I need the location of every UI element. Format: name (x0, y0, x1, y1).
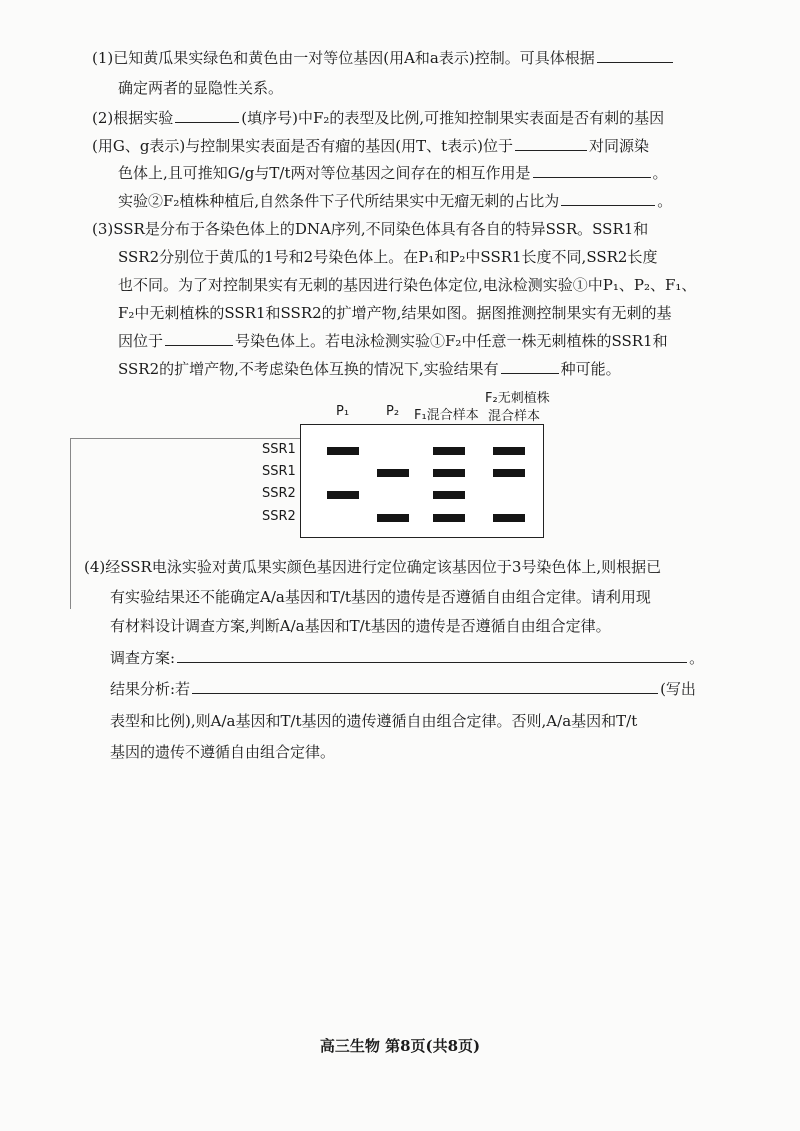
q4-line2: 有实验结果还不能确定A/a基因和T/t基因的遗传是否遵循自由组合定律。请利用现 (110, 588, 651, 606)
q4-result-line (110, 677, 696, 701)
gel-row-label-1: SSR1 (262, 442, 296, 457)
q3-text-6a: SSR2的扩增产物,不考虑染色体互换的情况下,实验结果有 (118, 360, 499, 378)
gel-row-label-3: SSR2 (262, 486, 296, 501)
q1-text-1: (1)已知黄瓜果实绿色和黄色由一对等位基因(用A和a表示)控制。可具体根据 (92, 49, 595, 67)
gel-col-f1-label: F₁混合样本 (414, 408, 479, 423)
gel-band (327, 447, 359, 455)
q2-blank-1[interactable] (175, 106, 239, 123)
q3-text-5b: 号染色体上。若电泳检测实验①F₂中任意一株无刺植株的SSR1和 (235, 332, 668, 350)
gel-band (327, 491, 359, 499)
q4-line1: (4)经SSR电泳实验对黄瓜果实颜色基因进行定位确定该基因位于3号染色体上,则根据已 (84, 558, 662, 576)
q2-text-2b: 对同源染 (589, 137, 650, 155)
gel-row-label-2: SSR1 (262, 464, 296, 479)
q4-plan-line (110, 646, 704, 670)
q3-line5 (118, 329, 668, 353)
q2-text-1a: (2)根据实验 (92, 109, 174, 127)
q2-blank-3[interactable] (533, 161, 651, 178)
q1-line1 (92, 46, 675, 70)
q1-blank[interactable] (597, 46, 673, 63)
q3-line6 (118, 357, 621, 381)
gel-row-label-4: SSR2 (262, 509, 296, 524)
gel-band (433, 514, 465, 522)
q3-text-6b: 种可能。 (560, 360, 621, 378)
q2-text-4b: 。 (657, 192, 673, 210)
gel-col-p1-label: P₁ (336, 404, 350, 419)
q3-line2: SSR2分别位于黄瓜的1号和2号染色体上。在P₁和P₂中SSR1长度不同,SSR2长度 (118, 248, 658, 266)
q4-line6: 表型和比例),则A/a基因和T/t基因的遗传遵循自由组合定律。否则,A/a基因和T/t (110, 712, 638, 730)
q3-blank-1[interactable] (165, 329, 233, 346)
q1-line2: 确定两者的显隐性关系。 (118, 79, 284, 97)
q2-text-4a: 实验②F₂植株种植后,自然条件下子代所结果实中无瘤无刺的占比为 (118, 192, 560, 210)
q4-line7: 基因的遗传不遵循自由组合定律。 (110, 743, 336, 761)
q3-line1: (3)SSR是分布于各染色体上的DNA序列,不同染色体具有各自的特异SSR。SSR1和 (92, 220, 649, 238)
q3-text-5a: 因位于 (118, 332, 164, 350)
q2-line3 (118, 161, 668, 185)
gel-band (493, 514, 525, 522)
q2-line1 (92, 106, 664, 130)
gel-band (377, 514, 409, 522)
q2-text-3b: 。 (652, 164, 668, 182)
gel-band (493, 469, 525, 477)
gel-band (433, 447, 465, 455)
q3-blank-2[interactable] (501, 357, 559, 374)
q2-text-3a: 色体上,且可推知G/g与T/t两对等位基因之间存在的相互作用是 (118, 164, 531, 182)
q4-plan-label: 调查方案: (110, 649, 176, 667)
q4-result-blank[interactable] (192, 677, 658, 694)
q3-line3: 也不同。为了对控制果实有无刺的基因进行染色体定位,电泳检测实验①中P₁、P₂、F₁、 (118, 276, 697, 294)
q4-plan-blank[interactable] (177, 646, 687, 663)
q4-line3: 有材料设计调查方案,判断A/a基因和T/t基因的遗传是否遵循自由组合定律。 (110, 617, 611, 635)
gel-col-f2-label-line2: 混合样本 (488, 409, 541, 424)
q2-blank-4[interactable] (561, 189, 655, 206)
gel-band (433, 491, 465, 499)
page-footer: 高三生物 第8页(共8页) (319, 1037, 481, 1055)
q2-line2 (92, 134, 649, 158)
q2-blank-2[interactable] (515, 134, 587, 151)
gel-band (377, 469, 409, 477)
q2-line4 (118, 189, 672, 213)
q2-text-1b: (填序号)中F₂的表型及比例,可推知控制果实表面是否有刺的基因 (241, 109, 665, 127)
gel-band (493, 447, 525, 455)
q4-plan-end: 。 (689, 649, 705, 667)
q2-text-2a: (用G、g表示)与控制果实表面是否有瘤的基因(用T、t表示)位于 (92, 137, 514, 155)
q4-result-label: 结果分析:若 (110, 680, 191, 698)
gel-col-p2-label: P₂ (386, 404, 400, 419)
gel-electrophoresis-panel (300, 424, 544, 538)
gel-col-f2-label-line1: F₂无刺植株 (485, 391, 550, 406)
gel-band (433, 469, 465, 477)
q4-result-note: (写出 (660, 680, 696, 698)
q3-line4: F₂中无刺植株的SSR1和SSR2的扩增产物,结果如图。据图推测控制果实有无刺的基 (118, 304, 672, 322)
